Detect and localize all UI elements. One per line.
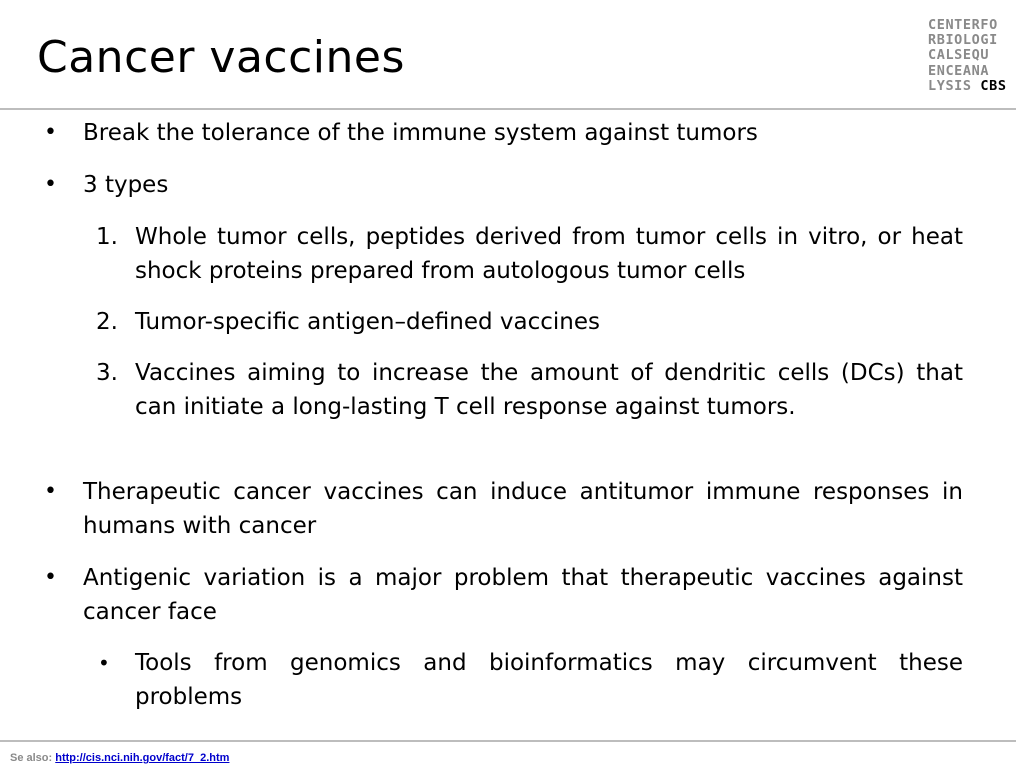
bullet-text: 3 types — [83, 172, 169, 198]
reference-link[interactable]: http://cis.nci.nih.gov/fact/7_2.htm — [55, 752, 230, 764]
bullet-marker: • — [44, 172, 57, 197]
number-marker: 1. — [96, 224, 118, 250]
bullet-marker: • — [98, 651, 110, 675]
numbered-text: Vaccines aiming to increase the amount of dendritic cells (DCs) that can initiate a long-lasting T cell response against tumors. — [135, 360, 963, 420]
numbered-text: Whole tumor cells, peptides derived from tumor cells in vitro, or heat shock proteins prepared from autologous tumor cells — [135, 224, 963, 284]
bullet-text: Antigenic variation is a major problem that therapeutic vaccines against cancer face — [83, 565, 963, 625]
bullet-marker: • — [44, 479, 57, 504]
footer-divider — [0, 740, 1016, 742]
number-marker: 3. — [96, 360, 118, 386]
bullet-text: Therapeutic cancer vaccines can induce antitumor immune responses in humans with cancer — [83, 479, 963, 539]
bullet-marker: • — [44, 120, 57, 145]
logo-line: CENTERFO — [928, 17, 998, 33]
logo-line: CALSEQU — [928, 47, 990, 64]
numbered-text: Tumor-specific antigen–defined vaccines — [135, 309, 600, 335]
bullet-marker: • — [44, 565, 57, 590]
footer-label: Se also: — [10, 752, 53, 764]
footer — [10, 752, 229, 764]
logo-brand: CBS — [980, 77, 1007, 94]
number-marker: 2. — [96, 309, 118, 335]
bullet-text: Break the tolerance of the immune system against tumors — [83, 120, 758, 146]
slide-title: Cancer vaccines — [37, 32, 405, 83]
sub-bullet-text: Tools from genomics and bioinformatics may circumvent these problems — [135, 650, 963, 710]
logo-line: ENCEANA — [928, 62, 990, 79]
logo-line-text: LYSIS — [928, 77, 972, 94]
logo-line: RBIOLOGI — [928, 32, 998, 49]
